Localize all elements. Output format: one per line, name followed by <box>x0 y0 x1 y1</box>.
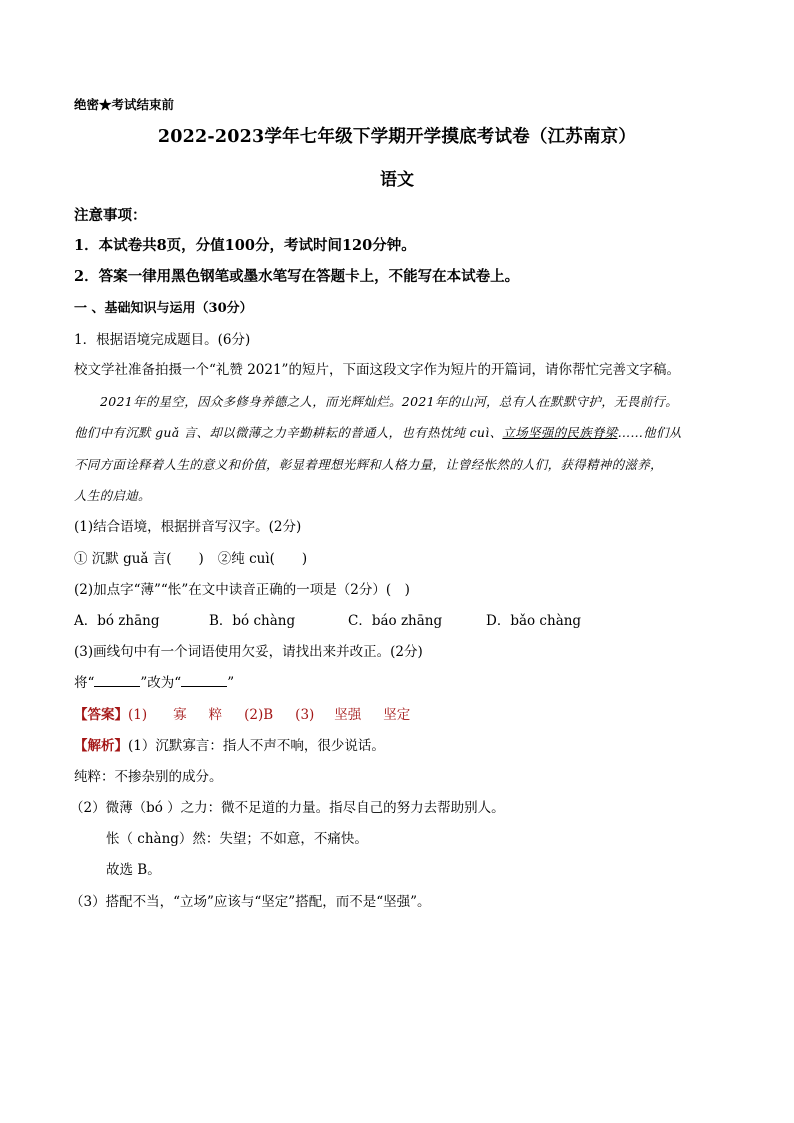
passage-line-2 <box>74 424 682 442</box>
fill-text-2: ”改为“ <box>140 675 182 691</box>
answer-part-6: 坚强 <box>334 707 362 723</box>
analysis-line-6: （3）搭配不当，“立场”应该与“坚定”搭配，而不是“坚强”。 <box>70 894 431 910</box>
question-1-stem: 1．根据语境完成题目。(6分) <box>74 332 251 348</box>
fill-blank-2 <box>181 674 227 687</box>
answer-part-4: (2)B <box>244 707 274 723</box>
analysis-line-2: 纯粹：不掺杂别的成分。 <box>74 769 223 785</box>
fill-text-3: ” <box>227 675 235 691</box>
fill-blank-1 <box>94 674 140 687</box>
question-1-intro: 校文学社准备拍摄一个“礼赞 2021”的短片，下面这段文字作为短片的开篇词，请你帮忙完善文字稿。 <box>74 362 680 378</box>
option-d: D．bǎo chàng <box>486 613 582 629</box>
sub-question-3-stem: (3)画线句中有一个词语使用欠妥，请找出来并改正。(2分) <box>74 644 423 660</box>
sub-question-3-fill <box>74 674 234 692</box>
analysis-label: 【解析】 <box>74 738 128 754</box>
option-b: B．bó chàng <box>209 613 296 629</box>
passage-line-3: 不同方面诠释着人生的意义和价值，彰显着理想光辉和人格力量，让曾经怅然的人们，获得精神的滋养， <box>74 457 663 472</box>
notice-item-2: 2．答案一律用黑色钢笔或墨水笔写在答题卡上，不能写在本试卷上。 <box>74 268 520 285</box>
section-heading: 一 、基础知识与运用（30分） <box>74 301 253 316</box>
sub-question-2-stem: (2)加点字“薄”“怅”在文中读音正确的一项是（2分）( ) <box>74 582 410 598</box>
answer-part-1: (1) <box>128 707 148 723</box>
subject-title: 语文 <box>380 170 414 190</box>
underlined-sentence: 立场坚强的民族脊梁 <box>502 425 618 440</box>
analysis-line-4: 怅（ chàng）然：失望；不如意，不痛快。 <box>106 831 368 847</box>
answer-part-2: 寡 <box>173 707 187 723</box>
sub-question-1-items <box>74 550 307 568</box>
analysis-line-3: （2）微薄（bó ）之力：微不足道的力量。指尽自己的努力去帮助别人。 <box>70 800 505 816</box>
sub-question-1-item-a: ① 沉默 guǎ 言( ) <box>74 551 204 567</box>
passage-line-2-start: 他们中有沉默 guǎ 言、却以微薄之力辛勤耕耘的普通人，也有热忱纯 cuì、 <box>74 425 503 440</box>
answer-part-5: (3) <box>295 707 315 723</box>
answer-part-7: 坚定 <box>383 707 411 723</box>
passage-line-2-end: ……他们从 <box>617 425 682 440</box>
notice-heading: 注意事项： <box>74 207 147 224</box>
answer-label: 【答案】 <box>74 707 128 723</box>
analysis-line-5: 故选 B。 <box>106 862 161 878</box>
analysis-line-1 <box>74 737 385 755</box>
fill-text-1: 将“ <box>74 675 95 691</box>
sub-question-1-item-b: ②纯 cuì( ) <box>217 551 308 567</box>
answer-part-3: 粹 <box>208 707 223 723</box>
confidential-label: 绝密★考试结束前 <box>74 97 175 112</box>
exam-title: 2022-2023学年七年级下学期开学摸底考试卷（江苏南京） <box>157 127 637 147</box>
option-a: A．bó zhāng <box>74 613 160 629</box>
answer-line <box>74 706 410 724</box>
passage-line-4: 人生的启迪。 <box>74 488 151 503</box>
sub-question-2-options <box>74 612 581 630</box>
analysis-text-1: (1）沉默寡言：指人不声不响，很少说话。 <box>128 738 385 754</box>
sub-question-1-stem: (1)结合语境，根据拼音写汉字。(2分) <box>74 519 302 535</box>
passage-line-1: 2021年的星空，因众多修身养德之人，而光辉灿烂。2021年的山河，总有人在默默守护，无畏前行。 <box>100 394 679 409</box>
option-c: C．báo zhāng <box>348 613 443 629</box>
notice-item-1: 1．本试卷共8页，分值100分，考试时间120分钟。 <box>74 237 416 254</box>
